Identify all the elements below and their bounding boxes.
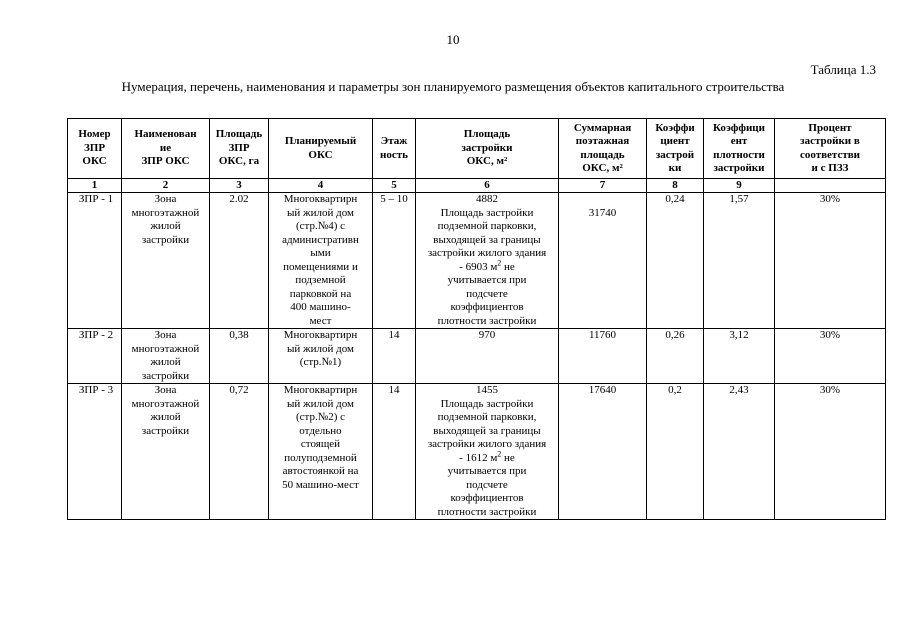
zone-area: 0,38 bbox=[210, 329, 269, 384]
cell-line: застройки в bbox=[800, 135, 860, 147]
cell-line: ие bbox=[159, 141, 172, 154]
cell-line: ОКС, га bbox=[218, 155, 260, 168]
zones-table bbox=[67, 118, 886, 520]
table-row bbox=[68, 384, 886, 520]
total-floor-area: 17640 bbox=[559, 384, 647, 520]
cell-line: 50 машино-мест bbox=[282, 478, 359, 491]
build-coefficient: 0,24 bbox=[647, 193, 704, 329]
build-percent: 30% bbox=[775, 329, 886, 384]
cell-line: Площадь застройки bbox=[440, 397, 534, 410]
column-number: 7 bbox=[559, 179, 647, 193]
cell-line: Многоквартирн bbox=[283, 329, 358, 341]
table-row bbox=[68, 193, 886, 329]
cell-line: плотности застройки bbox=[437, 505, 537, 518]
cell-line: автостоянкой на bbox=[282, 465, 359, 477]
floors: 14 bbox=[373, 384, 416, 520]
column-number: 2 bbox=[122, 179, 210, 193]
cell-line: ОКС, м² bbox=[466, 155, 508, 168]
column-header bbox=[269, 119, 373, 179]
cell-line: застройки bbox=[141, 233, 190, 246]
cell-line: ЗПР ОКС bbox=[141, 155, 190, 168]
planned-oks bbox=[269, 384, 373, 520]
density-coefficient: 3,12 bbox=[704, 329, 775, 384]
cell-line: ый жилой дом bbox=[287, 342, 354, 355]
total-floor-area: 31740 bbox=[559, 193, 647, 329]
cell-line: Зона bbox=[154, 384, 177, 396]
column-number: 3 bbox=[210, 179, 269, 193]
cell-line: жилой bbox=[150, 356, 181, 368]
cell-line: ЗПР bbox=[83, 141, 106, 154]
cell-line: многоэтажной bbox=[131, 342, 200, 355]
cell-line: Зона bbox=[154, 193, 177, 205]
floors: 5 – 10 bbox=[373, 193, 416, 329]
zone-id: ЗПР - 3 bbox=[68, 384, 122, 520]
cell-line: застройки bbox=[141, 424, 190, 437]
planned-oks bbox=[269, 193, 373, 329]
cell-line: и с ПЗЗ bbox=[811, 162, 849, 174]
column-header bbox=[68, 119, 122, 179]
cell-line: ки bbox=[668, 162, 682, 174]
cell-line: ОКС bbox=[308, 148, 333, 161]
cell-line: подсчете bbox=[466, 478, 508, 491]
cell-line: ОКС bbox=[82, 155, 107, 168]
cell-line: Наименован bbox=[134, 128, 197, 141]
header-row bbox=[68, 119, 886, 179]
column-number: 5 bbox=[373, 179, 416, 193]
note-value: - 1612 м bbox=[459, 451, 498, 464]
cell-line: застройки жилого здания bbox=[427, 438, 547, 450]
cell-line: административн bbox=[282, 233, 359, 246]
cell-line: циент bbox=[660, 135, 690, 147]
cell-line: ыми bbox=[310, 247, 331, 259]
zone-id: ЗПР - 2 bbox=[68, 329, 122, 384]
cell-line: Процент bbox=[808, 121, 852, 134]
column-number: 4 bbox=[269, 179, 373, 193]
zone-name bbox=[122, 193, 210, 329]
cell-line: ый жилой дом bbox=[287, 206, 354, 219]
cell-line: Зона bbox=[154, 329, 177, 341]
note-value-line bbox=[417, 257, 557, 275]
column-number: 9 bbox=[704, 179, 775, 193]
column-header bbox=[122, 119, 210, 179]
column-header bbox=[775, 119, 886, 179]
cell-line: (стр.№1) bbox=[299, 356, 342, 368]
column-number bbox=[775, 179, 886, 193]
zone-area: 2.02 bbox=[210, 193, 269, 329]
cell-line: Номер bbox=[78, 128, 111, 141]
build-percent: 30% bbox=[775, 193, 886, 329]
column-header bbox=[647, 119, 704, 179]
build-coefficient: 0,2 bbox=[647, 384, 704, 520]
zone-name bbox=[122, 329, 210, 384]
note-sup: 2 bbox=[497, 448, 502, 458]
cell-line: Площадь застройки bbox=[440, 206, 534, 219]
floors: 14 bbox=[373, 329, 416, 384]
column-number: 1 bbox=[68, 179, 122, 193]
cell-line: Коэффи bbox=[655, 121, 695, 134]
cell-line: коэффициентов bbox=[450, 301, 524, 313]
cell-line: мест bbox=[309, 314, 332, 327]
column-header bbox=[210, 119, 269, 179]
note-value-line bbox=[417, 448, 557, 466]
cell-line: застройки жилого здания bbox=[427, 247, 547, 259]
cell-line: коэффициентов bbox=[450, 492, 524, 504]
column-header bbox=[373, 119, 416, 179]
cell-line: ент bbox=[730, 135, 748, 147]
note-after: не bbox=[501, 260, 515, 273]
cell-line: жилой bbox=[150, 220, 181, 232]
column-header bbox=[559, 119, 647, 179]
density-coefficient: 1,57 bbox=[704, 193, 775, 329]
build-area-value: 4882 bbox=[476, 193, 498, 205]
cell-line: соответстви bbox=[799, 148, 861, 161]
zone-area: 0,72 bbox=[210, 384, 269, 520]
density-coefficient: 2,43 bbox=[704, 384, 775, 520]
table-id: Таблица 1.3 bbox=[810, 62, 876, 77]
table-body bbox=[68, 193, 886, 520]
cell-line: застройки bbox=[713, 162, 765, 174]
cell-line: Планируемый bbox=[284, 135, 357, 147]
cell-line: отдельно bbox=[299, 424, 342, 437]
cell-line: парковкой на bbox=[289, 287, 352, 300]
cell-line: учитывается при bbox=[447, 274, 527, 286]
cell-line: Многоквартирн bbox=[283, 193, 358, 205]
cell-line: поэтажная bbox=[575, 135, 630, 147]
cell-line: подземной парковки, bbox=[437, 220, 537, 232]
cell-line: жилой bbox=[150, 411, 181, 423]
cell-line: Суммарная bbox=[573, 121, 632, 134]
cell-line: (стр.№4) с bbox=[295, 220, 346, 232]
cell-line: Коэффици bbox=[713, 121, 765, 134]
cell-line: ОКС, м² bbox=[582, 162, 623, 174]
planned-oks bbox=[269, 329, 373, 384]
cell-line: Этаж bbox=[380, 135, 408, 147]
build-area bbox=[416, 193, 559, 329]
cell-line: подземной bbox=[295, 274, 346, 286]
cell-line: Площадь bbox=[463, 128, 511, 141]
cell-line: учитывается при bbox=[447, 465, 527, 477]
note-after: не bbox=[501, 451, 515, 464]
column-number: 8 bbox=[647, 179, 704, 193]
cell-line: ность bbox=[380, 148, 408, 161]
column-header bbox=[704, 119, 775, 179]
cell-line: ый жилой дом bbox=[287, 397, 354, 410]
cell-line: помещениями и bbox=[283, 260, 358, 273]
cell-line: Многоквартирн bbox=[283, 384, 358, 396]
total-floor-area: 11760 bbox=[559, 329, 647, 384]
cell-line: ЗПР bbox=[228, 141, 250, 154]
cell-line: полуподземной bbox=[284, 451, 357, 464]
page-number: 10 bbox=[446, 32, 460, 47]
build-coefficient: 0,26 bbox=[647, 329, 704, 384]
zone-name bbox=[122, 384, 210, 520]
cell-line: многоэтажной bbox=[131, 397, 200, 410]
cell-line: плотности bbox=[713, 148, 765, 161]
cell-line: выходящей за границы bbox=[433, 233, 541, 246]
column-header bbox=[416, 119, 559, 179]
cell-line: многоэтажной bbox=[131, 206, 200, 219]
build-area-value: 1455 bbox=[476, 384, 498, 396]
cell-line: подземной парковки, bbox=[437, 411, 537, 423]
table-caption: Нумерация, перечень, наименования и параметры зон планируемого размещения объектов капитального строительства bbox=[121, 79, 785, 94]
build-percent: 30% bbox=[775, 384, 886, 520]
note-value: - 6903 м bbox=[459, 260, 498, 273]
note-sup: 2 bbox=[497, 257, 502, 267]
build-area bbox=[416, 384, 559, 520]
column-number-row bbox=[68, 179, 886, 193]
cell-line: застрой bbox=[655, 148, 695, 161]
zone-id: ЗПР - 1 bbox=[68, 193, 122, 329]
cell-line: стоящей bbox=[300, 438, 341, 450]
cell-line: плотности застройки bbox=[437, 314, 537, 327]
cell-line: площадь bbox=[580, 148, 625, 161]
cell-line: подсчете bbox=[466, 287, 508, 300]
cell-line: застройки bbox=[141, 369, 190, 382]
cell-line: 400 машино- bbox=[290, 301, 351, 313]
cell-line: Площадь bbox=[215, 128, 263, 141]
build-area-value: 970 bbox=[478, 329, 496, 341]
table-row bbox=[68, 329, 886, 384]
cell-line: застройки bbox=[461, 141, 513, 154]
build-area bbox=[416, 329, 559, 384]
cell-line: выходящей за границы bbox=[433, 424, 541, 437]
column-number: 6 bbox=[416, 179, 559, 193]
cell-line: (стр.№2) с bbox=[295, 411, 346, 423]
